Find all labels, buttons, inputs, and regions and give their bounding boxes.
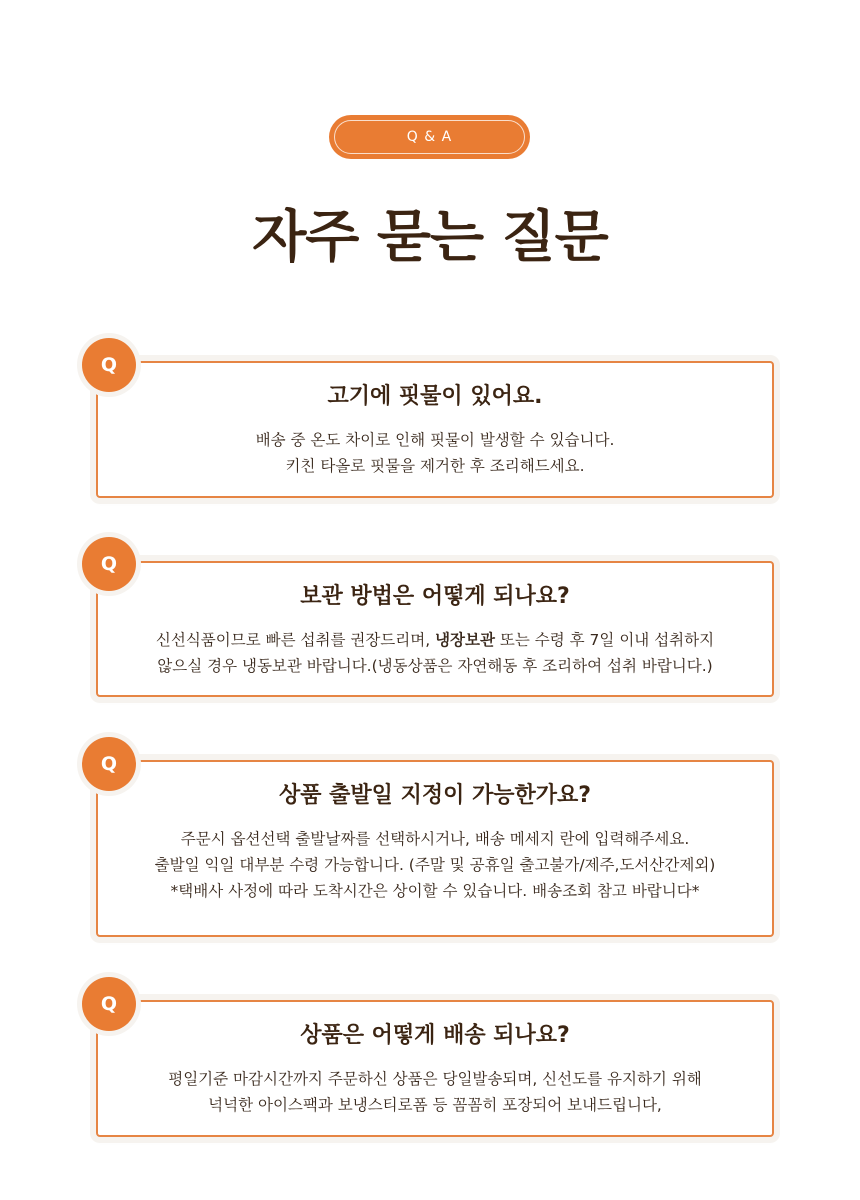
faq-answer-2-line-2: 않으실 경우 냉동보관 바랍니다.(냉동상품은 자연해동 후 조리하여 섭취 바랍니다.)	[157, 657, 713, 675]
qa-badge-label: Q & A	[334, 120, 525, 154]
faq-answer-4-line-1: 평일기준 마감시간까지 주문하신 상품은 당일발송되며, 신선도를 유지하기 위해	[168, 1070, 702, 1088]
faq-item-4	[96, 1000, 774, 1137]
faq-answer-2-emphasis: 냉장보관	[435, 631, 495, 649]
faq-answer-1-line-2: 키친 타올로 핏물을 제거한 후 조리해드세요.	[285, 457, 585, 475]
faq-answer-2	[98, 627, 772, 679]
faq-answer-2-line-1	[98, 627, 772, 653]
faq-answer-2-line-1-pre: 신선식품이므로 빠른 섭취를 권장드리며,	[155, 631, 436, 649]
q-marker-1: Q	[82, 338, 136, 392]
faq-answer-1	[98, 427, 772, 479]
faq-answer-4-line-2: 넉넉한 아이스팩과 보냉스티로폼 등 꼼꼼히 포장되어 보내드립니다,	[208, 1096, 662, 1114]
faq-answer-4	[98, 1066, 772, 1118]
faq-item-2	[96, 561, 774, 697]
faq-item-3	[96, 760, 774, 937]
faq-answer-3-line-1: 주문시 옵션선택 출발날짜를 선택하시거나, 배송 메세지 란에 입력해주세요.	[180, 830, 690, 848]
faq-question-1: 고기에 핏물이 있어요.	[327, 384, 543, 409]
q-marker-2: Q	[82, 537, 136, 591]
faq-question-2: 보관 방법은 어떻게 되나요?	[300, 584, 570, 609]
faq-answer-3	[98, 826, 772, 904]
faq-answer-3-line-3: *택배사 사정에 따라 도착시간은 상이할 수 있습니다. 배송조회 참고 바랍니다*	[170, 882, 700, 900]
faq-answer-3-line-2: 출발일 익일 대부분 수령 가능합니다. (주말 및 공휴일 출고불가/제주,도서산간제외)	[154, 856, 716, 874]
faq-item-1	[96, 361, 774, 498]
faq-answer-1-line-1: 배송 중 온도 차이로 인해 핏물이 발생할 수 있습니다.	[255, 431, 615, 449]
q-marker-3: Q	[82, 737, 136, 791]
faq-question-4: 상품은 어떻게 배송 되나요?	[300, 1023, 570, 1048]
faq-answer-2-line-1-post: 또는 수령 후 7일 이내 섭취하지	[494, 631, 715, 649]
qa-badge	[329, 115, 530, 159]
page-title: 자주 묻는 질문	[252, 205, 608, 270]
q-marker-4: Q	[82, 977, 136, 1031]
faq-question-3: 상품 출발일 지정이 가능한가요?	[278, 783, 592, 808]
